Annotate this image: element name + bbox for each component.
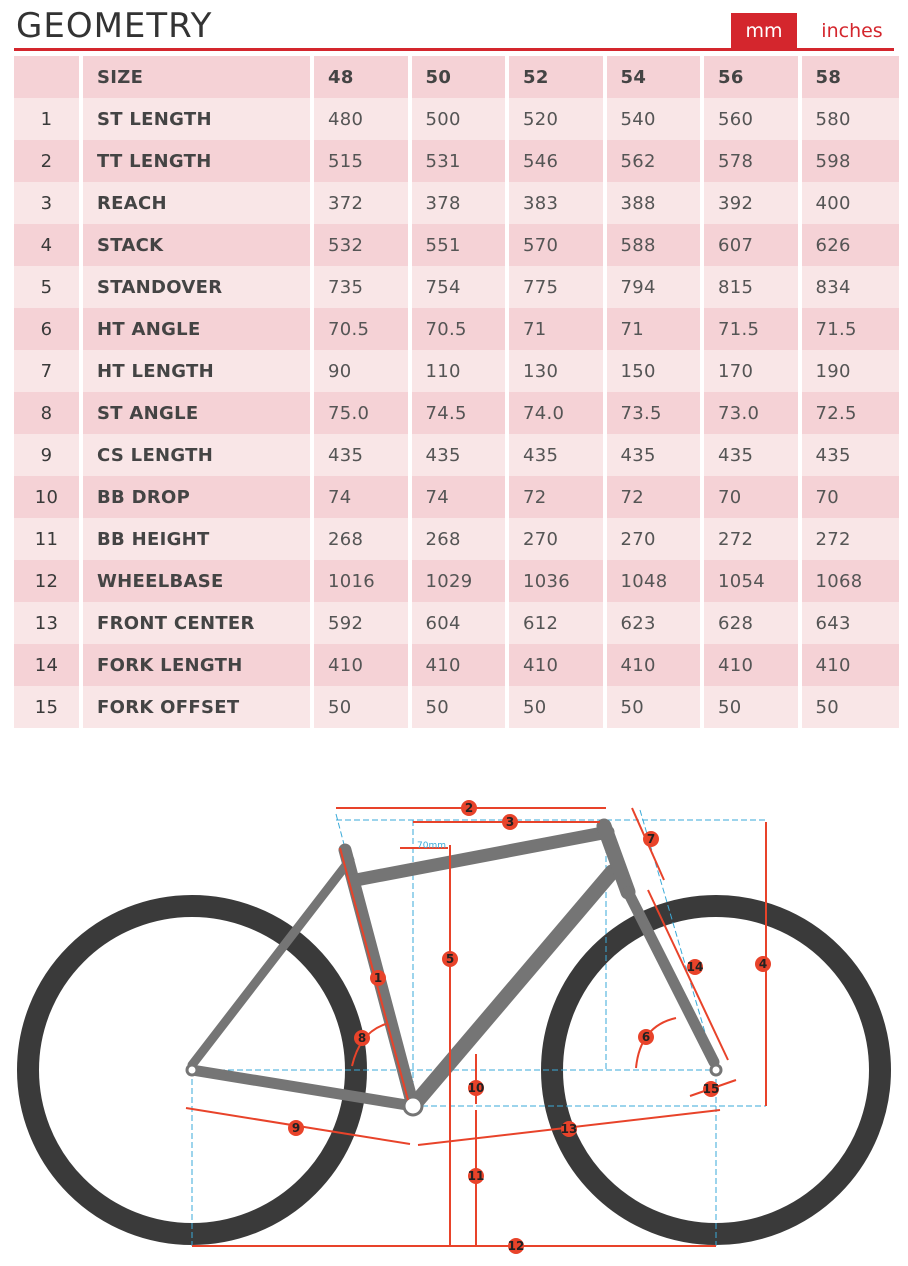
chain-stay	[192, 1070, 413, 1106]
row-number: 2	[14, 140, 83, 182]
row-value: 604	[412, 602, 510, 644]
header-size-56: 56	[704, 56, 802, 98]
row-value: 480	[314, 98, 412, 140]
row-value: 562	[607, 140, 705, 182]
row-number: 3	[14, 182, 83, 224]
row-value: 626	[802, 224, 900, 266]
row-value: 410	[314, 644, 412, 686]
row-value: 435	[412, 434, 510, 476]
row-value: 50	[802, 686, 900, 728]
row-value: 74.0	[509, 392, 607, 434]
front-axle	[711, 1065, 721, 1075]
row-value: 388	[607, 182, 705, 224]
dimension-70mm-marker	[400, 841, 448, 851]
callout-5	[442, 951, 458, 967]
row-value: 532	[314, 224, 412, 266]
row-number: 6	[14, 308, 83, 350]
row-value: 50	[704, 686, 802, 728]
header-size-52: 52	[509, 56, 607, 98]
row-value: 268	[314, 518, 412, 560]
header-size-48: 48	[314, 56, 412, 98]
geometry-table	[14, 56, 899, 728]
callout-14	[687, 959, 704, 975]
table-row	[14, 224, 899, 266]
header-size-54: 54	[607, 56, 705, 98]
row-value: 435	[704, 434, 802, 476]
geometry-header	[14, 0, 894, 52]
row-value: 531	[412, 140, 510, 182]
row-value: 71	[607, 308, 705, 350]
callout-13	[561, 1121, 578, 1137]
row-value: 1054	[704, 560, 802, 602]
row-number: 10	[14, 476, 83, 518]
row-value: 592	[314, 602, 412, 644]
row-value: 71.5	[802, 308, 900, 350]
row-label: FRONT CENTER	[83, 602, 314, 644]
row-label: CS LENGTH	[83, 434, 314, 476]
row-value: 410	[607, 644, 705, 686]
row-label: TT LENGTH	[83, 140, 314, 182]
row-value: 50	[607, 686, 705, 728]
table-row	[14, 266, 899, 308]
table-header-row	[14, 56, 899, 98]
dimension-note: 70mm	[417, 841, 446, 851]
callout-4	[755, 956, 771, 972]
row-value: 383	[509, 182, 607, 224]
table-row	[14, 434, 899, 476]
row-label: BB HEIGHT	[83, 518, 314, 560]
bottom-bracket	[404, 1097, 422, 1115]
row-value: 628	[704, 602, 802, 644]
callout-12	[508, 1238, 525, 1254]
row-value: 435	[607, 434, 705, 476]
row-value: 410	[412, 644, 510, 686]
row-label: HT LENGTH	[83, 350, 314, 392]
row-value: 580	[802, 98, 900, 140]
row-value: 520	[509, 98, 607, 140]
row-value: 400	[802, 182, 900, 224]
row-value: 1068	[802, 560, 900, 602]
row-value: 515	[314, 140, 412, 182]
callout-10	[468, 1080, 485, 1096]
row-label: ST LENGTH	[83, 98, 314, 140]
row-value: 70	[802, 476, 900, 518]
row-value: 570	[509, 224, 607, 266]
row-label: WHEELBASE	[83, 560, 314, 602]
row-number: 11	[14, 518, 83, 560]
row-value: 272	[704, 518, 802, 560]
table-row	[14, 602, 899, 644]
page-title: GEOMETRY	[16, 6, 213, 46]
row-value: 612	[509, 602, 607, 644]
row-label: REACH	[83, 182, 314, 224]
row-value: 735	[314, 266, 412, 308]
row-value: 50	[509, 686, 607, 728]
row-value: 560	[704, 98, 802, 140]
row-value: 551	[412, 224, 510, 266]
callout-label: 3	[505, 815, 515, 829]
row-value: 74	[412, 476, 510, 518]
row-value: 50	[412, 686, 510, 728]
header-size-58: 58	[802, 56, 900, 98]
table-row	[14, 350, 899, 392]
row-label: ST ANGLE	[83, 392, 314, 434]
table-row	[14, 518, 899, 560]
row-label: BB DROP	[83, 476, 314, 518]
row-number: 9	[14, 434, 83, 476]
callout-label: 9	[291, 1121, 301, 1135]
row-value: 1029	[412, 560, 510, 602]
row-value: 72	[509, 476, 607, 518]
row-value: 378	[412, 182, 510, 224]
table-row	[14, 686, 899, 728]
row-value: 270	[509, 518, 607, 560]
callout-label: 1	[373, 971, 383, 985]
row-number: 13	[14, 602, 83, 644]
callout-label: 7	[646, 832, 656, 846]
row-label: HT ANGLE	[83, 308, 314, 350]
row-value: 190	[802, 350, 900, 392]
row-value: 50	[314, 686, 412, 728]
row-number: 15	[14, 686, 83, 728]
row-value: 272	[802, 518, 900, 560]
header-divider	[14, 48, 894, 51]
row-label: FORK LENGTH	[83, 644, 314, 686]
row-value: 70.5	[412, 308, 510, 350]
row-value: 90	[314, 350, 412, 392]
callout-label: 6	[641, 1030, 651, 1044]
row-value: 130	[509, 350, 607, 392]
callout-label: 12	[507, 1239, 525, 1253]
row-number: 7	[14, 350, 83, 392]
row-value: 598	[802, 140, 900, 182]
callout-label: 5	[445, 952, 455, 966]
row-value: 150	[607, 350, 705, 392]
row-value: 643	[802, 602, 900, 644]
row-value: 607	[704, 224, 802, 266]
row-value: 815	[704, 266, 802, 308]
table-row	[14, 308, 899, 350]
row-label: STACK	[83, 224, 314, 266]
callout-3	[502, 814, 518, 830]
row-value: 268	[412, 518, 510, 560]
row-value: 623	[607, 602, 705, 644]
callout-8	[354, 1030, 370, 1046]
row-value: 1016	[314, 560, 412, 602]
table-row	[14, 644, 899, 686]
row-number: 4	[14, 224, 83, 266]
row-value: 170	[704, 350, 802, 392]
table-row	[14, 392, 899, 434]
callout-label: 4	[758, 957, 768, 971]
row-value: 546	[509, 140, 607, 182]
row-value: 410	[509, 644, 607, 686]
callout-15	[703, 1081, 720, 1097]
row-value: 754	[412, 266, 510, 308]
row-value: 794	[607, 266, 705, 308]
row-value: 70.5	[314, 308, 412, 350]
unit-toggle-inches[interactable]: inches	[821, 20, 883, 42]
row-value: 73.0	[704, 392, 802, 434]
header-size-label: SIZE	[83, 56, 314, 98]
table-row	[14, 182, 899, 224]
row-value: 834	[802, 266, 900, 308]
table-row	[14, 560, 899, 602]
callout-6	[638, 1029, 654, 1045]
callout-label: 14	[686, 960, 704, 974]
row-value: 540	[607, 98, 705, 140]
table-row	[14, 476, 899, 518]
header-number-cell	[14, 56, 83, 98]
row-label: FORK OFFSET	[83, 686, 314, 728]
row-number: 1	[14, 98, 83, 140]
callout-2	[461, 800, 477, 816]
callout-label: 8	[357, 1031, 367, 1045]
row-value: 775	[509, 266, 607, 308]
row-value: 410	[802, 644, 900, 686]
table-row	[14, 140, 899, 182]
row-value: 270	[607, 518, 705, 560]
callout-label: 11	[467, 1169, 485, 1183]
row-value: 372	[314, 182, 412, 224]
row-value: 72.5	[802, 392, 900, 434]
row-value: 75.0	[314, 392, 412, 434]
callout-7	[643, 831, 659, 847]
rear-axle	[187, 1065, 197, 1075]
unit-toggle-mm[interactable]: mm	[731, 13, 797, 49]
row-value: 578	[704, 140, 802, 182]
table-row	[14, 98, 899, 140]
row-value: 1036	[509, 560, 607, 602]
row-value: 72	[607, 476, 705, 518]
row-value: 435	[509, 434, 607, 476]
bike-geometry-diagram	[0, 770, 908, 1266]
callout-label: 15	[702, 1082, 720, 1096]
callout-label: 10	[467, 1081, 485, 1095]
callout-9	[288, 1120, 304, 1136]
row-value: 74.5	[412, 392, 510, 434]
row-label: STANDOVER	[83, 266, 314, 308]
row-value: 110	[412, 350, 510, 392]
row-number: 5	[14, 266, 83, 308]
row-value: 392	[704, 182, 802, 224]
row-value: 1048	[607, 560, 705, 602]
row-value: 71.5	[704, 308, 802, 350]
row-value: 73.5	[607, 392, 705, 434]
row-value: 71	[509, 308, 607, 350]
callout-1	[370, 970, 386, 986]
row-value: 435	[802, 434, 900, 476]
row-value: 410	[704, 644, 802, 686]
callout-11	[468, 1168, 485, 1184]
row-number: 8	[14, 392, 83, 434]
row-value: 435	[314, 434, 412, 476]
row-number: 14	[14, 644, 83, 686]
header-size-50: 50	[412, 56, 510, 98]
row-value: 500	[412, 98, 510, 140]
row-value: 74	[314, 476, 412, 518]
row-number: 12	[14, 560, 83, 602]
top-tube	[356, 832, 608, 880]
callout-label: 13	[560, 1122, 578, 1136]
row-value: 70	[704, 476, 802, 518]
row-value: 588	[607, 224, 705, 266]
callout-label: 2	[464, 801, 474, 815]
